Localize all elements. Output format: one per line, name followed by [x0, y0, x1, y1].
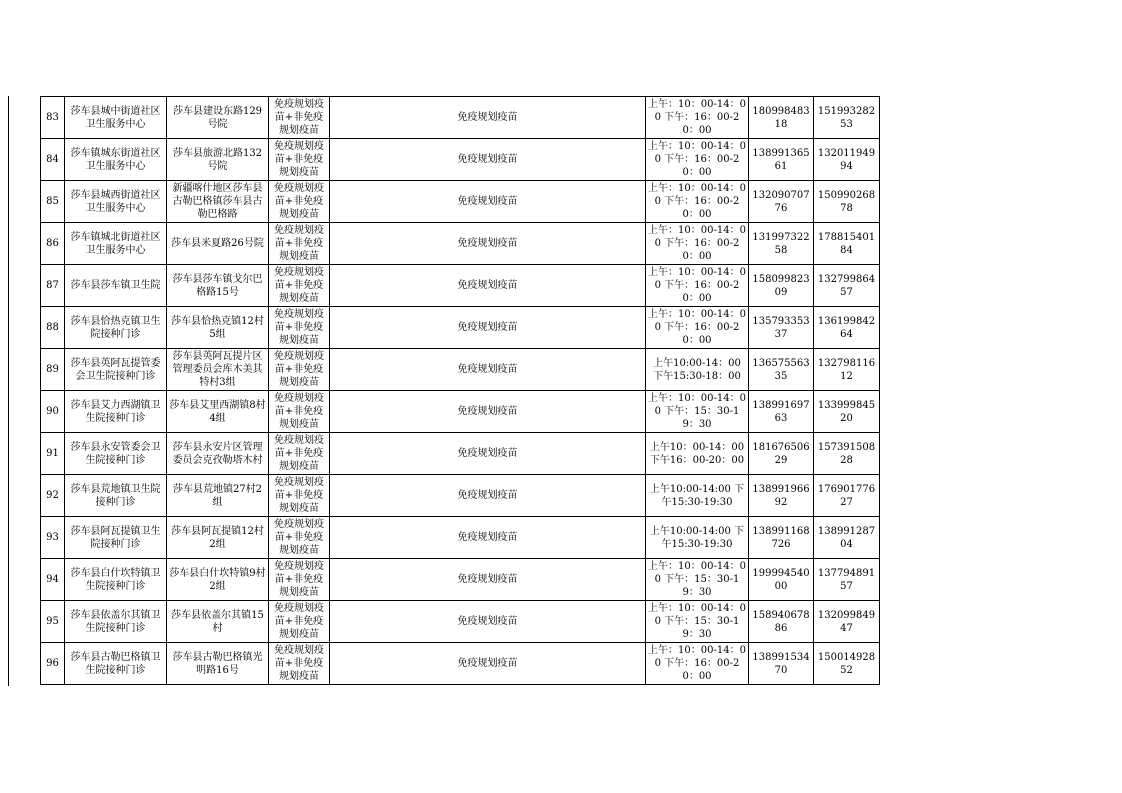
contact-phone-2: 13619984264: [814, 307, 880, 349]
row-number: 92: [41, 475, 65, 517]
row-number: 84: [41, 139, 65, 181]
table-row: [41, 307, 880, 349]
contact-phone-1: 13899196692: [749, 475, 814, 517]
service-hours: 上午10:00-14：00 下午15:30-18：00: [646, 349, 749, 391]
vaccine-category: 免疫规划疫苗+非免疫规划疫苗: [269, 601, 330, 643]
vaccine-list: 免疫规划疫苗: [330, 475, 646, 517]
service-hours: 上午：10：00-14：00 下午：16：00-20：00: [646, 643, 749, 685]
clinic-address: 莎车县米夏路26号院: [167, 223, 269, 265]
contact-phone-1: 13199732258: [749, 223, 814, 265]
clinic-address: 莎车县旅游北路132号院: [167, 139, 269, 181]
vaccine-list: 免疫规划疫苗: [330, 517, 646, 559]
clinic-address: 莎车县荒地镇27村2组: [167, 475, 269, 517]
vaccine-list: 免疫规划疫苗: [330, 559, 646, 601]
clinic-address: 新疆喀什地区莎车县古勒巴格镇莎车县古勒巴格路: [167, 181, 269, 223]
clinic-address: 莎车县永安片区管理委员会克孜勒塔木村: [167, 433, 269, 475]
clinic-address: 莎车县艾里西湖镇8村4组: [167, 391, 269, 433]
contact-phone-1: 13579335337: [749, 307, 814, 349]
contact-phone-2: 13399984520: [814, 391, 880, 433]
service-hours: 上午10:00-14:00 下午15:30-19:30: [646, 475, 749, 517]
contact-phone-1: 15894067886: [749, 601, 814, 643]
clinic-name: 莎车县恰热克镇卫生院接种门诊: [65, 307, 167, 349]
contact-phone-2: 13899128704: [814, 517, 880, 559]
clinic-name: 莎车镇城东街道社区卫生服务中心: [65, 139, 167, 181]
table-row: [41, 517, 880, 559]
vaccine-list: 免疫规划疫苗: [330, 223, 646, 265]
row-number: 91: [41, 433, 65, 475]
vaccine-list: 免疫规划疫苗: [330, 181, 646, 223]
table-row: [41, 139, 880, 181]
contact-phone-1: 18167650629: [749, 433, 814, 475]
vaccine-category: 免疫规划疫苗+非免疫规划疫苗: [269, 307, 330, 349]
table-row: [41, 265, 880, 307]
service-hours: 上午：10：00-14：00 下午：16：00-20：00: [646, 181, 749, 223]
row-number: 90: [41, 391, 65, 433]
clinic-address: 莎车县依盖尔其镇15村: [167, 601, 269, 643]
table-row: [41, 643, 880, 685]
clinic-name: 莎车县荒地镇卫生院接种门诊: [65, 475, 167, 517]
contact-phone-2: 15199328253: [814, 97, 880, 139]
clinic-address: 莎车县莎车镇戈尔巴格路15号: [167, 265, 269, 307]
clinic-name: 莎车县白什坎特镇卫生院接种门诊: [65, 559, 167, 601]
row-number: 94: [41, 559, 65, 601]
contact-phone-2: 15001492852: [814, 643, 880, 685]
clinic-name: 莎车镇城北街道社区卫生服务中心: [65, 223, 167, 265]
contact-phone-2: 13209984947: [814, 601, 880, 643]
vaccination-clinic-table: [40, 96, 880, 685]
service-hours: 上午：10：00-14：00 下午：16：00-20：00: [646, 307, 749, 349]
contact-phone-2: 13779489157: [814, 559, 880, 601]
row-number: 83: [41, 97, 65, 139]
vaccine-list: 免疫规划疫苗: [330, 265, 646, 307]
row-number: 87: [41, 265, 65, 307]
table-row: [41, 559, 880, 601]
table-row: [41, 97, 880, 139]
vaccine-category: 免疫规划疫苗+非免疫规划疫苗: [269, 643, 330, 685]
service-hours: 上午：10：00-14：00 下午：16：00-20：00: [646, 139, 749, 181]
clinic-name: 莎车县古勒巴格镇卫生院接种门诊: [65, 643, 167, 685]
service-hours: 上午：10：00-14：00 下午：16：00-20：00: [646, 265, 749, 307]
clinic-name: 莎车县永安管委会卫生院接种门诊: [65, 433, 167, 475]
table-row: [41, 601, 880, 643]
clinic-name: 莎车县英阿瓦提管委会卫生院接种门诊: [65, 349, 167, 391]
table-row: [41, 391, 880, 433]
vaccine-category: 免疫规划疫苗+非免疫规划疫苗: [269, 139, 330, 181]
vaccine-list: 免疫规划疫苗: [330, 97, 646, 139]
clinic-name: 莎车县阿瓦提镇卫生院接种门诊: [65, 517, 167, 559]
row-number: 85: [41, 181, 65, 223]
contact-phone-1: 13209070776: [749, 181, 814, 223]
vaccine-category: 免疫规划疫苗+非免疫规划疫苗: [269, 181, 330, 223]
vaccine-category: 免疫规划疫苗+非免疫规划疫苗: [269, 265, 330, 307]
contact-phone-1: 18099848318: [749, 97, 814, 139]
service-hours: 上午：10：00-14：00 下午：15：30-19：30: [646, 601, 749, 643]
vaccine-category: 免疫规划疫苗+非免疫规划疫苗: [269, 97, 330, 139]
vaccine-category: 免疫规划疫苗+非免疫规划疫苗: [269, 559, 330, 601]
service-hours: 上午10：00-14：00 下午16：00-20：00: [646, 433, 749, 475]
page-margin-line: [8, 96, 9, 686]
service-hours: 上午：10：00-14：00 下午：15：30-19：30: [646, 559, 749, 601]
clinic-address: 莎车县白什坎特镇9村2组: [167, 559, 269, 601]
clinic-name: 莎车县城中街道社区卫生服务中心: [65, 97, 167, 139]
contact-phone-2: 17881540184: [814, 223, 880, 265]
contact-phone-2: 13279811612: [814, 349, 880, 391]
vaccine-category: 免疫规划疫苗+非免疫规划疫苗: [269, 349, 330, 391]
table-row: [41, 475, 880, 517]
row-number: 93: [41, 517, 65, 559]
clinic-name: 莎车县依盖尔其镇卫生院接种门诊: [65, 601, 167, 643]
clinic-address: 莎车县阿瓦提镇12村2组: [167, 517, 269, 559]
contact-phone-1: 13657556335: [749, 349, 814, 391]
service-hours: 上午：10：00-14：00 下午：16：00-20：00: [646, 223, 749, 265]
vaccine-category: 免疫规划疫苗+非免疫规划疫苗: [269, 223, 330, 265]
clinic-name: 莎车县莎车镇卫生院: [65, 265, 167, 307]
vaccine-category: 免疫规划疫苗+非免疫规划疫苗: [269, 475, 330, 517]
vaccine-list: 免疫规划疫苗: [330, 307, 646, 349]
row-number: 88: [41, 307, 65, 349]
vaccine-list: 免疫规划疫苗: [330, 643, 646, 685]
service-hours: 上午：10：00-14：00 下午：16：00-20：00: [646, 97, 749, 139]
table-row: [41, 349, 880, 391]
vaccine-list: 免疫规划疫苗: [330, 349, 646, 391]
row-number: 96: [41, 643, 65, 685]
contact-phone-2: 15739150828: [814, 433, 880, 475]
clinic-name: 莎车县艾力西湖镇卫生院接种门诊: [65, 391, 167, 433]
row-number: 89: [41, 349, 65, 391]
clinic-address: 莎车县恰热克镇12村5组: [167, 307, 269, 349]
service-hours: 上午：10：00-14：00 下午：15：30-19：30: [646, 391, 749, 433]
vaccine-category: 免疫规划疫苗+非免疫规划疫苗: [269, 517, 330, 559]
table-row: [41, 433, 880, 475]
vaccine-category: 免疫规划疫苗+非免疫规划疫苗: [269, 433, 330, 475]
clinic-address: 莎车县古勒巴格镇光明路16号: [167, 643, 269, 685]
table-body: [41, 97, 880, 685]
contact-phone-1: 13899116872​6: [749, 517, 814, 559]
table-row: [41, 223, 880, 265]
contact-phone-1: 13899169763: [749, 391, 814, 433]
vaccine-list: 免疫规划疫苗: [330, 433, 646, 475]
row-number: 86: [41, 223, 65, 265]
contact-phone-1: 19999454000: [749, 559, 814, 601]
table-row: [41, 181, 880, 223]
contact-phone-1: 15809982309: [749, 265, 814, 307]
service-hours: 上午10:00-14:00 下午15:30-19:30: [646, 517, 749, 559]
vaccine-list: 免疫规划疫苗: [330, 139, 646, 181]
contact-phone-2: 15099026878: [814, 181, 880, 223]
contact-phone-1: 13899136561: [749, 139, 814, 181]
row-number: 95: [41, 601, 65, 643]
contact-phone-2: 17690177627: [814, 475, 880, 517]
vaccine-category: 免疫规划疫苗+非免疫规划疫苗: [269, 391, 330, 433]
contact-phone-1: 13899153470: [749, 643, 814, 685]
clinic-address: 莎车县英阿瓦提片区管理委员会库木美其特村3组: [167, 349, 269, 391]
clinic-name: 莎车县城西街道社区卫生服务中心: [65, 181, 167, 223]
contact-phone-2: 13201194994: [814, 139, 880, 181]
vaccine-list: 免疫规划疫苗: [330, 601, 646, 643]
contact-phone-2: 13279986457: [814, 265, 880, 307]
clinic-address: 莎车县建设东路129号院: [167, 97, 269, 139]
vaccine-list: 免疫规划疫苗: [330, 391, 646, 433]
